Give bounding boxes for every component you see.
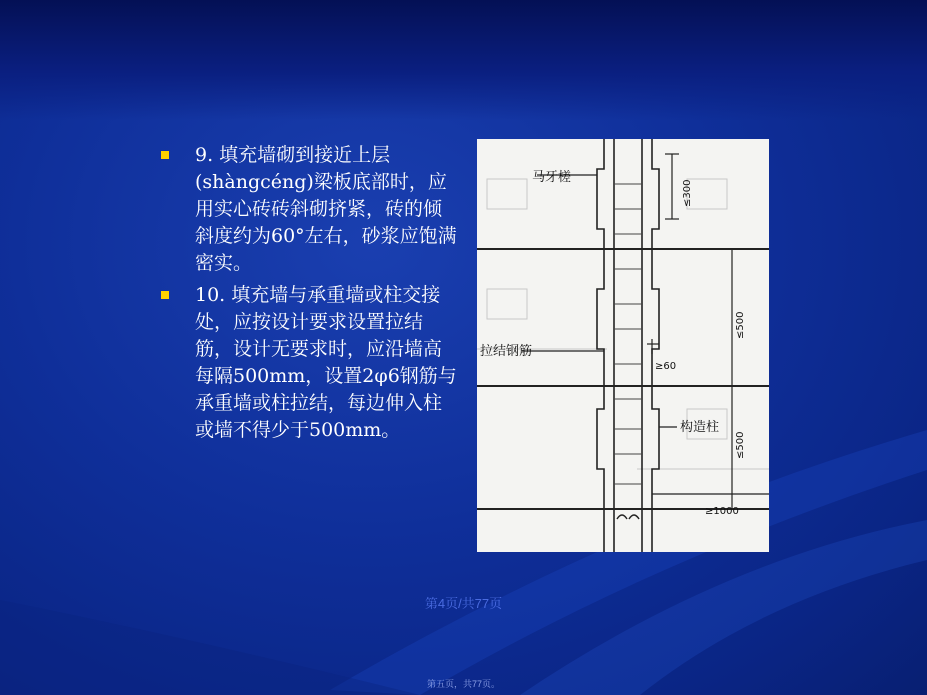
- label-lajiegangjin: 拉结钢筋: [480, 344, 533, 359]
- bullet-item-9: [160, 142, 460, 277]
- bullet-square-icon: [161, 291, 169, 299]
- bullet-list: [160, 142, 460, 449]
- constructional-column-diagram: [477, 139, 769, 552]
- label-dim-1000: ≥1000: [705, 506, 739, 517]
- page-indicator: 第4页/共77页: [424, 596, 503, 611]
- label-dim-500-a: ≤500: [735, 311, 746, 339]
- bullet-square-icon: [161, 151, 169, 159]
- label-dim-300: ≤300: [682, 179, 693, 207]
- bullet-item-10: [160, 282, 460, 444]
- label-gouzaozhu: 构造柱: [680, 420, 720, 435]
- label-dim-500-b: ≤500: [735, 431, 746, 459]
- label-mayacha: 马牙槎: [532, 170, 572, 185]
- footer-note: 第五页，共77页。: [426, 679, 500, 689]
- bullet-text: 9. 填充墙砌到接近上层(shàngcéng)梁板底部时，应用实心砖砖斜砌挤紧，砖的倾斜度约为60°左右，砂浆应饱满密实。: [195, 144, 457, 274]
- label-dim-60: ≥60: [655, 361, 677, 372]
- bullet-text: 10. 填充墙与承重墙或柱交接处，应按设计要求设置拉结筋，设计无要求时，应沿墙高每隔500mm，设置2φ6钢筋与承重墙或柱拉结，每边伸入柱或墙不得少于500mm。: [195, 284, 457, 441]
